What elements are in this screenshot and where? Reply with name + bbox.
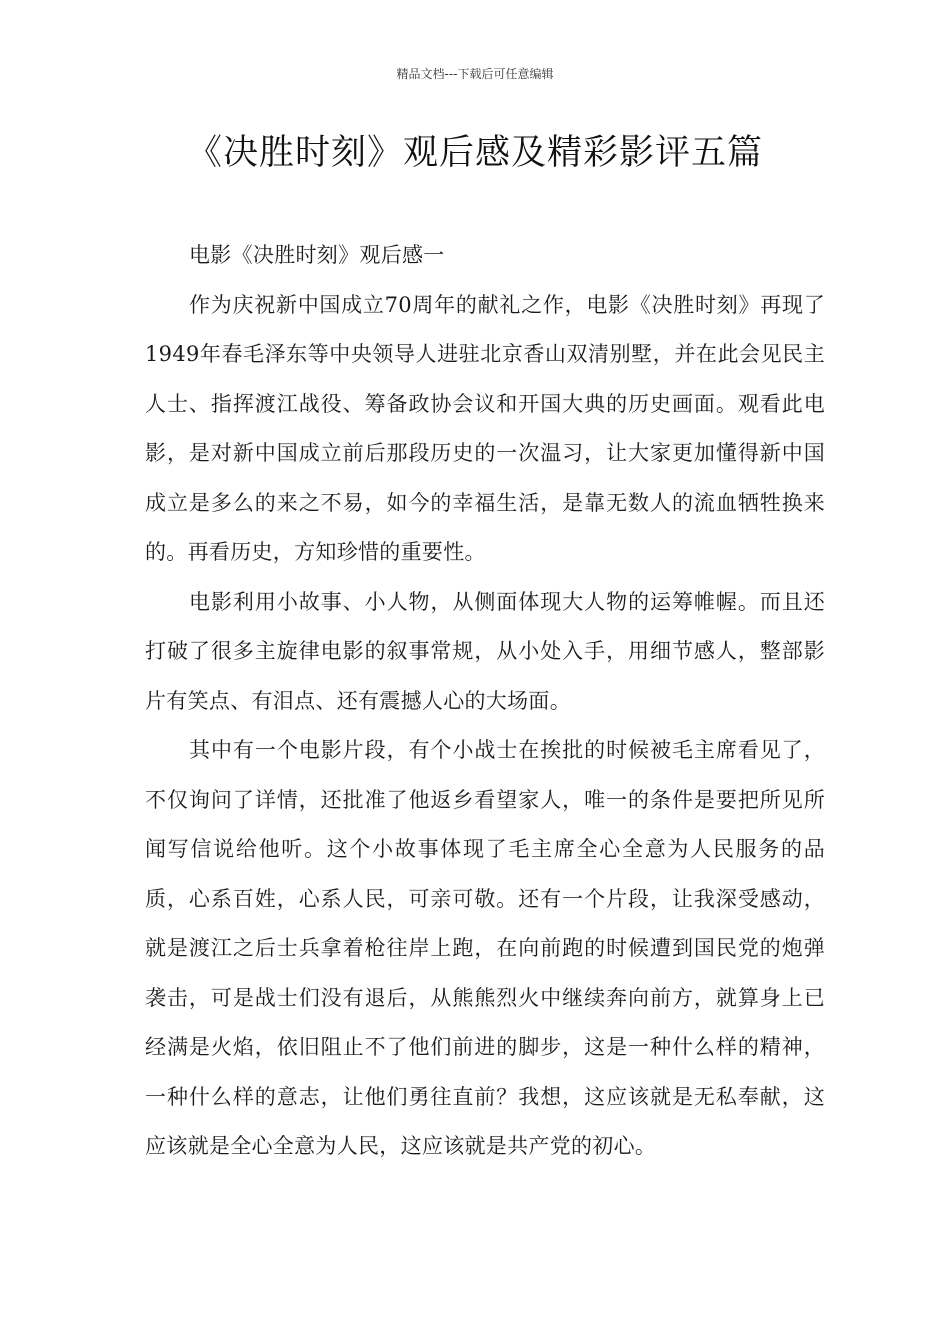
body-paragraph: 其中有一个电影片段，有个小战士在挨批的时候被毛主席看见了，不仅询问了详情，还批准了他返乡看望家人，唯一的条件是要把所见所闻写信说给他听。这个小故事体现了毛主席全心全意为人民服务的品质，心系百姓，心系人民，可亲可敬。还有一个片段，让我深受感动，就是渡江之后士兵拿着枪往岸上跑，在向前跑的时候遭到国民党的炮弹袭击，可是战士们没有退后，从熊熊烈火中继续奔向前方，就算身上已经满是火焰，依旧阻止不了他们前进的脚步，这是一种什么样的精神，一种什么样的意志，让他们勇往直前？我想，这应该就是无私奉献，这应该就是全心全意为人民，这应该就是共产党的初心。 — [145, 738, 825, 1158]
body-paragraph: 作为庆祝新中国成立70周年的献礼之作，电影《决胜时刻》再现了1949年春毛泽东等中央领导人进驻北京香山双清别墅，并在此会见民主人士、指挥渡江战役、筹备政协会议和开国大典的历史画面。观看此电影，是对新中国成立前后那段历史的一次温习，让大家更加懂得新中国成立是多么的来之不易，如今的幸福生活，是靠无数人的流血牺牲换来的。再看历史，方知珍惜的重要性。 — [145, 292, 825, 564]
section-heading: 电影《决胜时刻》观后感一 — [189, 243, 445, 267]
body-paragraph: 电影利用小故事、小人物，从侧面体现大人物的运筹帷幄。而且还打破了很多主旋律电影的叙事常规，从小处入手，用细节感人，整部影片有笑点、有泪点、还有震撼人心的大场面。 — [145, 589, 825, 713]
document-body — [145, 231, 825, 1172]
page-header-note: 精品文档---下载后可任意编辑 — [396, 67, 554, 81]
document-title: 《决胜时刻》观后感及精彩影评五篇 — [186, 133, 763, 173]
